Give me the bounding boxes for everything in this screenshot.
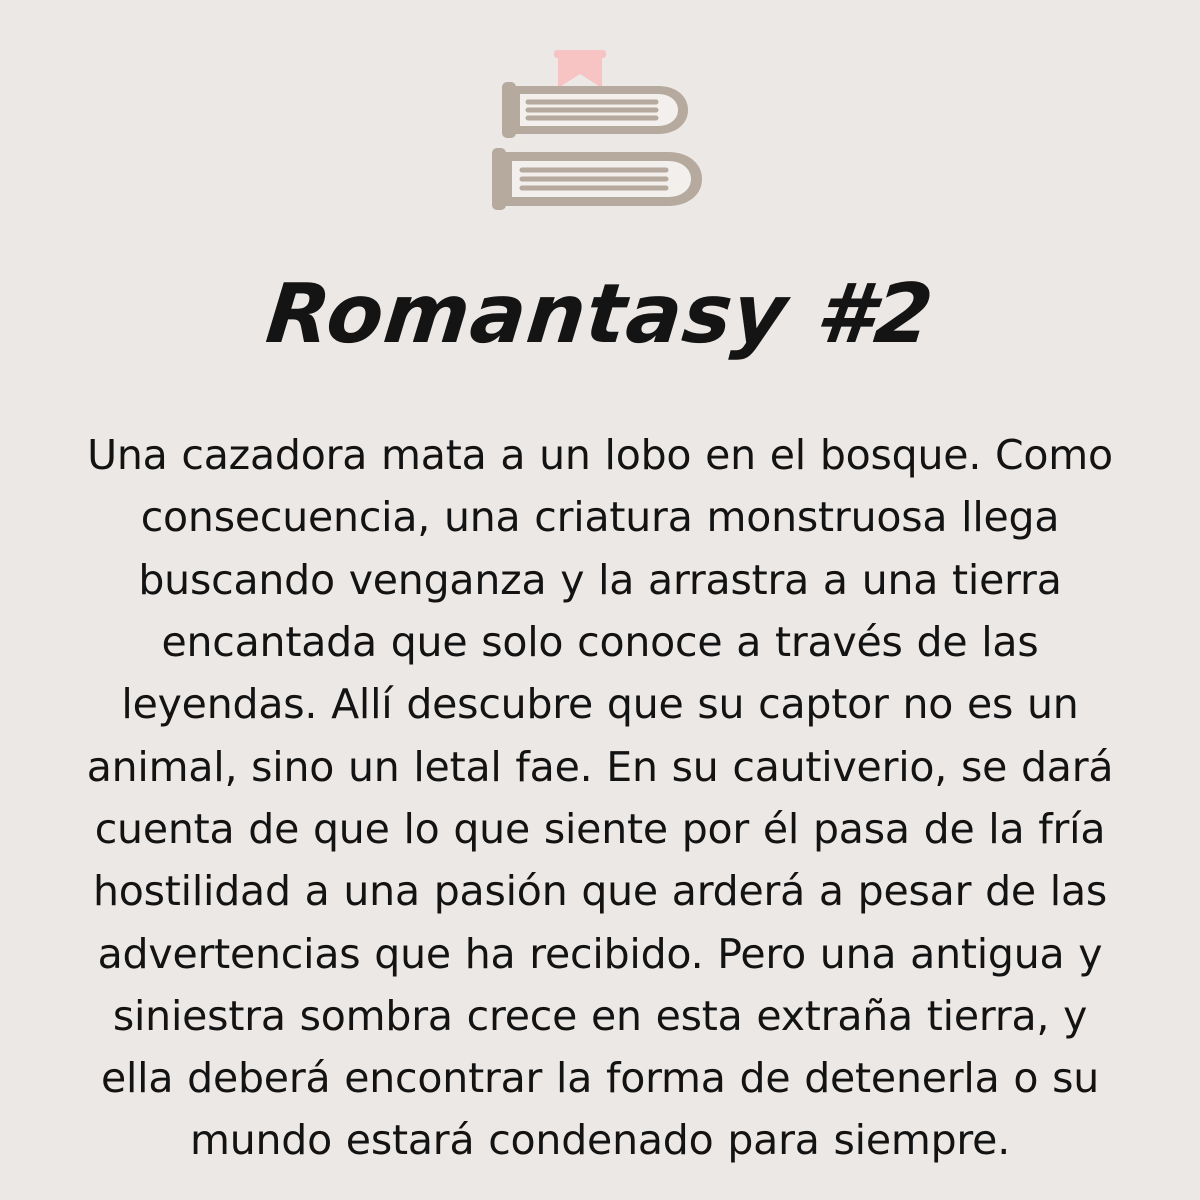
stacked-books-icon: [480, 46, 720, 246]
description-text: Una cazadora mata a un lobo en el bosque. Como consecuencia, una criatura monstruosa llega buscando venganza y la arrastra a una tierra encantada que solo conoce a través de las leyendas. Allí descubre que su captor no es un animal, sino un letal fae. En su cautiverio, se dará cuenta de que lo que siente por él pasa de la fría hostilidad a una pasión que arderá a pesar de las advertencias que ha recibido. Pero una antigua y siniestra sombra crece en esta extraña tierra, y ella deberá encontrar la forma de detenerla o su mundo estará condenado para siempre.: [86, 431, 1114, 1165]
page-title: Romantasy #2: [262, 267, 939, 362]
